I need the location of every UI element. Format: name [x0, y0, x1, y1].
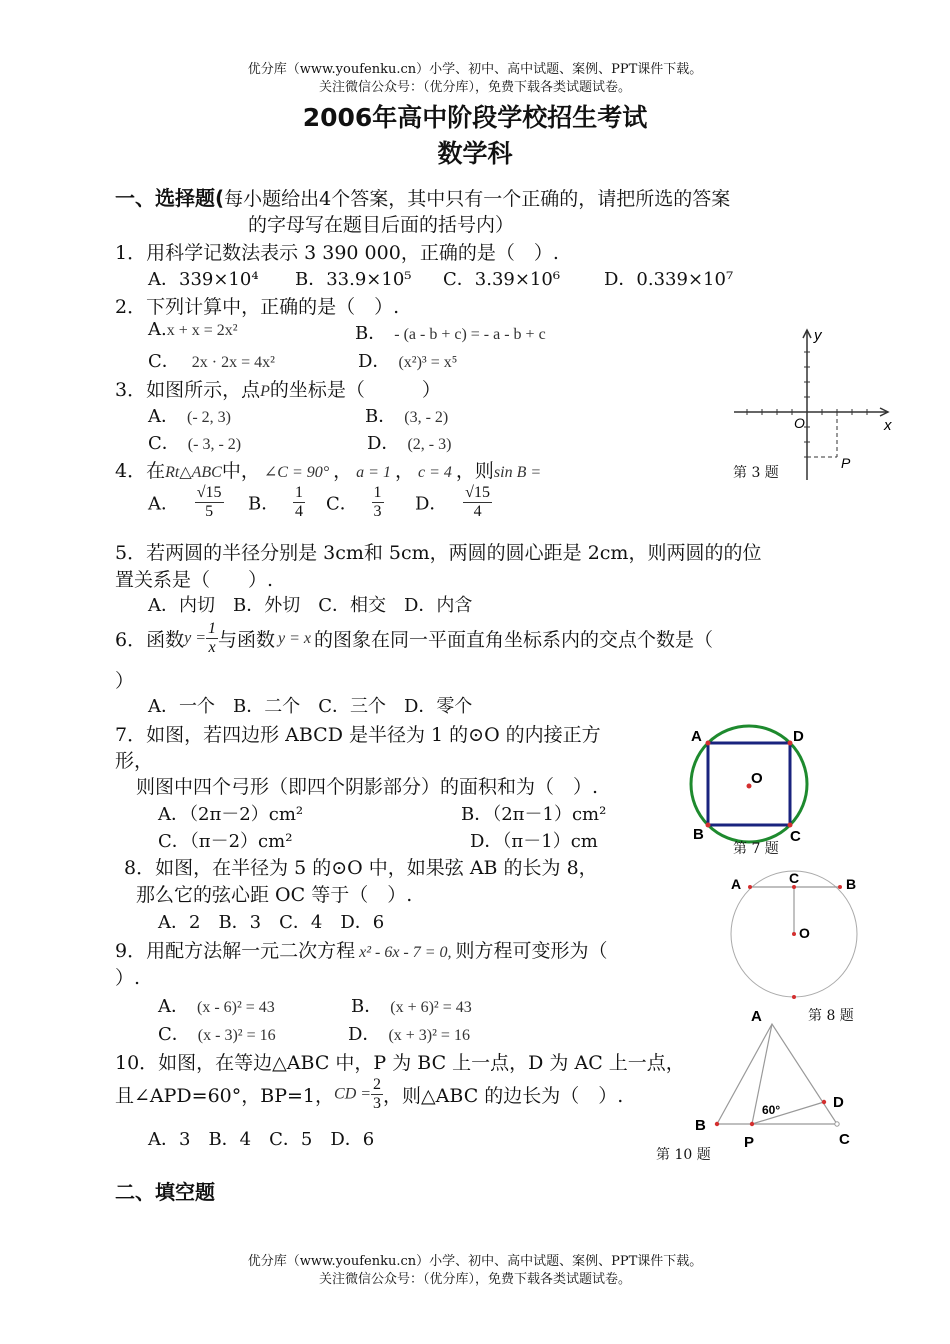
q10-label-d: D: [833, 1094, 844, 1111]
q9-a-label: A．: [158, 996, 189, 1017]
header-line-2: 关注微信公众号：（优分库），免费下载各类试题试卷。: [318, 80, 631, 95]
section1-note-2: 的字母写在题目后面的括号内）: [248, 214, 515, 236]
q3-b-expr: (3, - 2): [404, 409, 449, 426]
q4-d-num: √15: [465, 484, 490, 501]
q10-cd-frac: [371, 1076, 383, 1113]
q4-a-label: A．: [148, 493, 179, 515]
q10-stem-1: 10．如图，在等边△ABC 中，P 为 BC 上一点，D 为 AC 上一点，: [115, 1052, 685, 1074]
q4-a-frac: [195, 484, 224, 521]
q1-option-c: C．3.39×10⁶: [443, 269, 561, 290]
q2-option-a: [148, 319, 238, 340]
q3-figure: [730, 322, 895, 484]
q6-f1-lhs: y =: [184, 629, 206, 647]
q9-option-c: [158, 1020, 276, 1046]
q2-b-label: B．: [355, 323, 387, 344]
q8-options: A．2 B．3 C．4 D．6: [158, 912, 385, 933]
q3-x-label: x: [884, 417, 892, 434]
section2-heading: 二、填空题: [115, 1180, 215, 1204]
q7-option-b: B．（2π－1）cm²: [461, 804, 607, 825]
q4-d-den: 4: [473, 503, 482, 520]
q6-f1-den: x: [208, 639, 216, 656]
q7-label-d: D: [793, 728, 804, 745]
q4-b-num: 1: [294, 484, 303, 501]
q2-stem: 2．下列计算中，正确的是（ ）.: [115, 296, 400, 318]
q9-option-b: [351, 992, 472, 1018]
q8-label-b: B: [846, 876, 857, 892]
q9-c-expr: (x - 3)² = 16: [197, 1027, 276, 1044]
q4-sep2: ，: [394, 460, 414, 482]
q7-label-a: A: [691, 728, 702, 745]
q6-mid: 与函数: [218, 629, 276, 651]
q4-c-val: c = 4: [417, 464, 452, 481]
q9-pre: 9．用配方法解一元二次方程: [115, 940, 356, 962]
q4-option-a: [148, 484, 224, 521]
q2-a-expr: x + x = 2x²: [166, 322, 238, 339]
q10-label-p: P: [744, 1134, 755, 1151]
q1-option-d: D．0.339×10⁷: [604, 269, 734, 290]
q10-options: A．3 B．4 C．5 D．6: [148, 1129, 375, 1150]
q4-b-label: B．: [248, 493, 280, 515]
q3-option-d: [367, 429, 451, 455]
q10-cd-den: 3: [373, 1095, 382, 1112]
q4-option-c: [326, 484, 384, 521]
q6-f1-frac: [206, 620, 218, 657]
q8-figure: [726, 866, 866, 1004]
q6-options: A．一个 B．二个 C．三个 D．零个: [148, 696, 473, 717]
q4-b-frac: [293, 484, 305, 521]
q8-label-c: C: [789, 870, 800, 886]
q9-b-label: B．: [351, 996, 383, 1017]
q7-stem-1: 7．如图，若四边形 ABCD 是半径为 1 的⊙O 的内接正方: [115, 724, 601, 746]
q4-c-label: C．: [326, 493, 358, 515]
q10-stem2-post: ，则△ABC 的边长为（ ）.: [383, 1085, 624, 1107]
q3-b-label: B．: [365, 406, 397, 427]
q9-close: ）.: [115, 967, 141, 989]
section1-heading: 一、选择题(: [115, 186, 225, 210]
q7-point-d: [788, 741, 793, 746]
q8-point-o: [792, 932, 796, 936]
q4-sinb: sin B =: [493, 464, 542, 481]
q4-d-frac: [463, 484, 492, 521]
q4-mid: 中，: [221, 460, 260, 482]
q7-label-c: C: [790, 828, 801, 845]
q3-a-label: A．: [148, 406, 179, 427]
page-subtitle: 数学科: [437, 139, 513, 168]
q10-caption: 第 10 题: [656, 1147, 711, 1163]
q2-c-expr: 2x · 2x = 4x²: [191, 354, 275, 371]
q3-d-expr: (2, - 3): [407, 436, 452, 453]
footer-line-1: 优分库（www.youfenku.cn）小学、初中、高中试题、案例、PPT课件下载。: [247, 1254, 703, 1269]
q3-caption: 第 3 题: [733, 465, 779, 481]
q10-label-c: C: [839, 1131, 850, 1148]
q8-label-o: O: [799, 925, 810, 941]
q8-point-b: [838, 885, 842, 889]
q7-caption: 第 7 题: [733, 841, 779, 857]
q9-c-label: C．: [158, 1024, 190, 1045]
q4-d-label: D．: [415, 493, 448, 515]
q3-stem-pre: 3．如图所示，点: [115, 379, 261, 401]
q3-a-expr: (- 2, 3): [187, 409, 231, 426]
q9-d-expr: (x + 3)² = 16: [388, 1027, 470, 1044]
q4-stem: [115, 456, 541, 483]
q8-point-a: [748, 885, 752, 889]
section1-note-1: 每小题给出4个答案，其中只有一个正确的，请把所选的答案: [224, 188, 731, 210]
q10-stem-2: [115, 1076, 623, 1113]
q8-stem-2: 那么它的弦心距 OC 等于（ ）.: [136, 884, 413, 906]
q3-c-label: C．: [148, 433, 180, 454]
q6-pre: 6．函数: [115, 629, 185, 651]
q2-d-label: D．: [358, 351, 391, 372]
q4-b-den: 4: [294, 503, 303, 520]
q4-sep1: ，: [333, 460, 353, 482]
q3-option-c: [148, 429, 241, 455]
q7-point-a: [706, 741, 711, 746]
q8-caption: 第 8 题: [808, 1008, 854, 1024]
q4-pre: 4．在: [115, 460, 166, 482]
q6-f1-num: 1: [208, 620, 216, 637]
q4-a-den: 5: [205, 503, 214, 520]
q4-c-frac: [372, 484, 384, 521]
q10-point-c: [835, 1122, 839, 1126]
q10-point-p: [750, 1122, 754, 1126]
q9-b-expr: (x + 6)² = 43: [390, 999, 472, 1016]
q4-post: ，则: [455, 460, 494, 482]
q3-stem: [115, 375, 441, 402]
q6-stem: [115, 620, 713, 657]
q3-stem-post: 的坐标是（ ）: [269, 379, 441, 401]
q2-a-label: A.: [148, 319, 167, 340]
q5-stem-1: 5．若两圆的半径分别是 3cm和 5cm，两圆的圆心距是 2cm，则两圆的的位: [115, 542, 762, 564]
q7-label-o: O: [751, 770, 763, 787]
q10-figure: [692, 1004, 862, 1154]
q3-point-label: P: [841, 455, 851, 471]
q4-option-d: [415, 484, 492, 521]
q4-rt: Rt△ABC: [165, 464, 222, 481]
q4-a-val: a = 1: [356, 464, 391, 481]
q3-d-label: D．: [367, 433, 400, 454]
q2-d-expr: (x²)³ = x⁵: [398, 354, 458, 371]
q4-angle: ∠C = 90°: [263, 464, 330, 481]
q2-option-b: [355, 319, 546, 345]
q8-label-a: A: [731, 876, 742, 892]
page-title: 2006年高中阶段学校招生考试: [302, 103, 648, 132]
q4-c-num: 1: [373, 484, 382, 501]
q6-post: 的图象在同一平面直角坐标系内的交点个数是（: [314, 629, 714, 651]
q8-point-bottom: [792, 995, 796, 999]
q4-option-b: [248, 484, 305, 521]
q3-stem-var: P: [260, 383, 270, 400]
q8-stem-1: 8．如图，在半径为 5 的⊙O 中，如果弦 AB 的长为 8，: [124, 857, 598, 879]
q7-option-d: D．（π－1）cm: [470, 831, 598, 852]
q7-option-c: C．（π－2）cm²: [158, 831, 293, 852]
q7-point-c: [788, 823, 793, 828]
q10-point-b: [715, 1122, 719, 1126]
q2-b-expr: - (a - b + c) = - a - b + c: [394, 326, 546, 343]
q10-angle-label: 60°: [762, 1103, 781, 1117]
q9-a-expr: (x - 6)² = 43: [197, 999, 275, 1016]
q10-stem2-pre: 且∠APD=60°，BP=1，: [115, 1085, 335, 1107]
q3-y-label: y: [814, 327, 822, 344]
q7-figure: [686, 722, 816, 852]
q3-c-expr: (- 3, - 2): [187, 436, 242, 453]
q4-c-den: 3: [373, 503, 382, 520]
q9-option-a: [158, 992, 275, 1018]
q4-a-num: √15: [196, 484, 222, 501]
q7-stem-3: 则图中四个弓形（即四个阴影部分）的面积和为（ ）.: [136, 776, 599, 798]
q2-option-d: [358, 347, 457, 373]
q1-option-a: A．339×10⁴: [148, 269, 259, 290]
header-line-1: 优分库（www.youfenku.cn）小学、初中、高中试题、案例、PPT课件下载。: [247, 62, 703, 77]
q1-stem: 1．用科学记数法表示 3 390 000，正确的是（ ）.: [115, 242, 559, 264]
q3-origin-label: O: [794, 415, 805, 431]
q5-options: A．内切 B．外切 C．相交 D．内含: [148, 595, 473, 616]
q2-c-label: C．: [148, 351, 180, 372]
q9-stem: [115, 936, 608, 963]
q10-label-b: B: [695, 1117, 706, 1134]
q9-post: 则方程可变形为（: [455, 940, 608, 962]
q1-option-b: B．33.9×10⁵: [295, 269, 412, 290]
q10-label-a: A: [751, 1008, 762, 1025]
q3-option-b: [365, 402, 448, 428]
q7-label-b: B: [693, 826, 704, 843]
q9-d-label: D．: [348, 1024, 381, 1045]
q7-stem-2: 形，: [115, 750, 154, 772]
q7-option-a: A．（2π－2）cm²: [158, 804, 304, 825]
q5-stem-2: 置关系是（ ）.: [115, 569, 274, 591]
q3-option-a: [148, 402, 231, 428]
q7-point-b: [706, 823, 711, 828]
q10-point-d: [822, 1100, 826, 1104]
footer-line-2: 关注微信公众号：（优分库），免费下载各类试题试卷。: [318, 1272, 631, 1287]
q9-eq: x² - 6x - 7 = 0,: [359, 944, 452, 961]
q10-cd-lhs: CD =: [334, 1085, 372, 1103]
q2-option-c: [148, 347, 275, 373]
section1-heading-line: [115, 182, 730, 211]
q10-cd-num: 2: [373, 1076, 382, 1093]
q6-f2: y = x: [278, 629, 312, 647]
q6-close: ）: [115, 670, 135, 692]
q9-option-d: [348, 1020, 470, 1046]
